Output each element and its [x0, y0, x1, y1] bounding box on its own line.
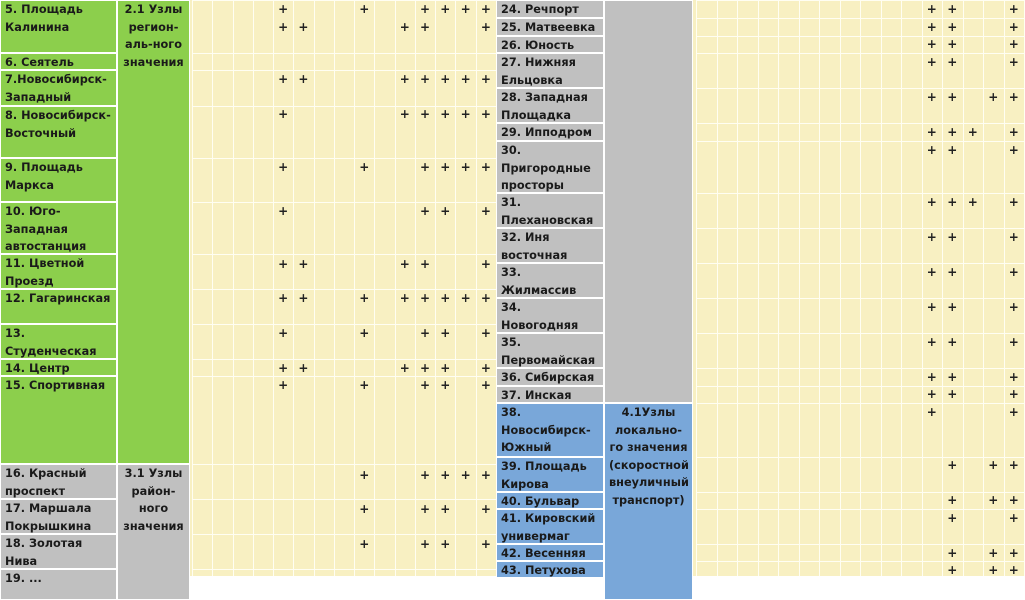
plus-mark: +	[1008, 546, 1019, 560]
plus-mark: +	[1008, 335, 1019, 349]
grid-row-line	[696, 88, 1024, 89]
station-label: 29. Ипподром	[496, 123, 604, 141]
plus-mark: +	[1008, 387, 1019, 401]
plus-mark: +	[926, 300, 937, 314]
grid-row-line	[696, 0, 1024, 1]
grid-row-line	[192, 569, 496, 570]
grid-column-line	[293, 0, 294, 576]
plus-mark: +	[399, 72, 410, 86]
plus-mark: +	[420, 72, 431, 86]
plus-mark: +	[947, 20, 958, 34]
grid-row-line	[192, 499, 496, 500]
plus-mark: +	[440, 160, 451, 174]
grid-row-line	[696, 193, 1024, 194]
plus-mark: +	[399, 20, 410, 34]
plus-mark: +	[480, 291, 491, 305]
grid-row-line	[696, 228, 1024, 229]
plus-mark: +	[1008, 265, 1019, 279]
grid-row-line	[696, 298, 1024, 299]
plus-mark: +	[1008, 405, 1019, 419]
plus-mark: +	[420, 160, 431, 174]
grid-row-line	[696, 333, 1024, 334]
plus-mark: +	[926, 125, 937, 139]
plus-mark: +	[399, 361, 410, 375]
grid-column-line	[717, 0, 718, 576]
plus-mark: +	[298, 361, 309, 375]
grid-row-line	[192, 158, 496, 159]
right-marks-grid	[693, 0, 1024, 576]
plus-mark: +	[480, 20, 491, 34]
plus-mark: +	[359, 2, 370, 16]
plus-mark: +	[947, 387, 958, 401]
plus-mark: +	[926, 37, 937, 51]
category-label: 2.1 Узлы регион-аль-ного значения	[117, 0, 190, 464]
plus-mark: +	[420, 107, 431, 121]
plus-mark: +	[440, 72, 451, 86]
plus-mark: +	[947, 195, 958, 209]
grid-row-line	[696, 141, 1024, 142]
grid-row-line	[696, 36, 1024, 37]
grid-row-line	[192, 359, 496, 360]
plus-mark: +	[480, 2, 491, 16]
plus-mark: +	[947, 265, 958, 279]
grid-column-line	[983, 0, 984, 576]
plus-mark: +	[1008, 2, 1019, 16]
grid-row-line	[696, 368, 1024, 369]
plus-mark: +	[926, 90, 937, 104]
station-label: 16. Красный проспект	[0, 464, 117, 499]
grid-column-line	[922, 0, 923, 576]
plus-mark: +	[480, 257, 491, 271]
plus-mark: +	[967, 125, 978, 139]
plus-mark: +	[1008, 300, 1019, 314]
station-label: 17. Маршала Покрышкина	[0, 499, 117, 534]
plus-mark: +	[1008, 370, 1019, 384]
plus-mark: +	[440, 107, 451, 121]
plus-mark: +	[967, 195, 978, 209]
plus-mark: +	[420, 468, 431, 482]
plus-mark: +	[480, 361, 491, 375]
station-label: 42. Весенняя	[496, 544, 604, 561]
plus-mark: +	[278, 378, 289, 392]
plus-mark: +	[1008, 563, 1019, 577]
plus-mark: +	[399, 107, 410, 121]
plus-mark: +	[399, 291, 410, 305]
station-label: 27. Нижняя Ельцовка	[496, 53, 604, 88]
plus-mark: +	[480, 107, 491, 121]
grid-column-line	[334, 0, 335, 576]
station-label: 19. ...	[0, 569, 117, 600]
grid-row-line	[192, 70, 496, 71]
station-label: 14. Центр	[0, 359, 117, 376]
grid-column-line	[455, 0, 456, 576]
plus-mark: +	[420, 502, 431, 516]
plus-mark: +	[926, 143, 937, 157]
plus-mark: +	[926, 335, 937, 349]
plus-mark: +	[278, 204, 289, 218]
grid-column-line	[314, 0, 315, 576]
plus-mark: +	[278, 20, 289, 34]
plus-mark: +	[1008, 195, 1019, 209]
grid-column-line	[273, 0, 274, 576]
plus-mark: +	[926, 195, 937, 209]
grid-column-line	[799, 0, 800, 576]
grid-row-line	[192, 534, 496, 535]
plus-mark: +	[1008, 511, 1019, 525]
grid-column-line	[840, 0, 841, 576]
plus-mark: +	[480, 378, 491, 392]
grid-row-line	[696, 263, 1024, 264]
category-label	[604, 0, 693, 403]
grid-column-line	[778, 0, 779, 576]
grid-column-line	[374, 0, 375, 576]
plus-mark: +	[278, 107, 289, 121]
grid-column-line	[963, 0, 964, 576]
plus-mark: +	[926, 265, 937, 279]
grid-column-line	[395, 0, 396, 576]
plus-mark: +	[278, 160, 289, 174]
plus-mark: +	[359, 160, 370, 174]
station-label: 30. Пригородные просторы	[496, 141, 604, 193]
plus-mark: +	[460, 160, 471, 174]
station-label: 38. Новосибирск-Южный	[496, 403, 604, 457]
plus-mark: +	[420, 204, 431, 218]
grid-row-line	[696, 457, 1024, 458]
plus-mark: +	[988, 563, 999, 577]
plus-mark: +	[947, 511, 958, 525]
plus-mark: +	[480, 537, 491, 551]
plus-mark: +	[460, 468, 471, 482]
left-marks-grid	[190, 0, 496, 576]
plus-mark: +	[947, 546, 958, 560]
plus-mark: +	[947, 2, 958, 16]
grid-row-line	[696, 386, 1024, 387]
plus-mark: +	[947, 90, 958, 104]
station-label: 36. Сибирская	[496, 368, 604, 386]
station-label: 8. Новосибирск-Восточный	[0, 106, 117, 158]
plus-mark: +	[420, 537, 431, 551]
station-label: 40. Бульвар	[496, 492, 604, 509]
plus-mark: +	[440, 537, 451, 551]
grid-column-line	[192, 0, 193, 576]
plus-mark: +	[460, 2, 471, 16]
plus-mark: +	[278, 72, 289, 86]
plus-mark: +	[926, 230, 937, 244]
plus-mark: +	[359, 537, 370, 551]
grid-row-line	[696, 403, 1024, 404]
grid-row-line	[696, 492, 1024, 493]
grid-row-line	[192, 53, 496, 54]
plus-mark: +	[278, 257, 289, 271]
plus-mark: +	[1008, 37, 1019, 51]
grid-row-line	[192, 202, 496, 203]
plus-mark: +	[947, 125, 958, 139]
grid-column-line	[942, 0, 943, 576]
grid-column-line	[233, 0, 234, 576]
plus-mark: +	[440, 378, 451, 392]
plus-mark: +	[440, 468, 451, 482]
grid-row-line	[192, 324, 496, 325]
plus-mark: +	[926, 370, 937, 384]
plus-mark: +	[420, 361, 431, 375]
plus-mark: +	[420, 257, 431, 271]
plus-mark: +	[420, 291, 431, 305]
plus-mark: +	[947, 563, 958, 577]
plus-mark: +	[359, 468, 370, 482]
station-label: 43. Петухова	[496, 561, 604, 578]
grid-row-line	[696, 561, 1024, 562]
plus-mark: +	[480, 72, 491, 86]
station-label: 33. Жилмассив	[496, 263, 604, 298]
grid-column-line	[415, 0, 416, 576]
plus-mark: +	[359, 291, 370, 305]
plus-mark: +	[1008, 493, 1019, 507]
plus-mark: +	[947, 37, 958, 51]
plus-mark: +	[298, 257, 309, 271]
plus-mark: +	[947, 493, 958, 507]
station-label: 24. Речпорт	[496, 0, 604, 18]
plus-mark: +	[460, 72, 471, 86]
plus-mark: +	[278, 2, 289, 16]
plus-mark: +	[359, 502, 370, 516]
plus-mark: +	[947, 143, 958, 157]
station-label: 34. Новогодняя	[496, 298, 604, 333]
station-label: 6. Сеятель	[0, 53, 117, 70]
plus-mark: +	[460, 107, 471, 121]
plus-mark: +	[1008, 125, 1019, 139]
grid-column-line	[758, 0, 759, 576]
plus-mark: +	[440, 2, 451, 16]
plus-mark: +	[480, 502, 491, 516]
grid-row-line	[192, 254, 496, 255]
plus-mark: +	[278, 326, 289, 340]
plus-mark: +	[1008, 143, 1019, 157]
station-label: 37. Инская	[496, 386, 604, 403]
grid-row-line	[696, 544, 1024, 545]
plus-mark: +	[298, 72, 309, 86]
plus-mark: +	[278, 361, 289, 375]
grid-row-line	[192, 464, 496, 465]
plus-mark: +	[420, 2, 431, 16]
plus-mark: +	[947, 55, 958, 69]
plus-mark: +	[359, 378, 370, 392]
grid-row-line	[192, 376, 496, 377]
plus-mark: +	[420, 20, 431, 34]
plus-mark: +	[420, 378, 431, 392]
station-label: 28. Западная Площадка	[496, 88, 604, 123]
station-label: 5. Площадь Калинина	[0, 0, 117, 53]
station-label: 31. Плехановская	[496, 193, 604, 228]
plus-mark: +	[278, 291, 289, 305]
plus-mark: +	[1008, 20, 1019, 34]
station-label: 35. Первомайская	[496, 333, 604, 368]
grid-row-line	[192, 0, 496, 1]
plus-mark: +	[440, 204, 451, 218]
plus-mark: +	[1008, 230, 1019, 244]
grid-column-line	[819, 0, 820, 576]
plus-mark: +	[988, 458, 999, 472]
category-label: 3.1 Узлы район-ного значения	[117, 464, 190, 600]
grid-row-line	[696, 509, 1024, 510]
grid-column-line	[476, 0, 477, 576]
plus-mark: +	[947, 458, 958, 472]
station-label: 13. Студенческая	[0, 324, 117, 359]
plus-mark: +	[440, 326, 451, 340]
grid-column-line	[212, 0, 213, 576]
plus-mark: +	[420, 326, 431, 340]
plus-mark: +	[298, 20, 309, 34]
station-label: 10. Юго-Западная автостанция	[0, 202, 117, 254]
plus-mark: +	[1008, 458, 1019, 472]
grid-column-line	[881, 0, 882, 576]
station-label: 11. Цветной Проезд	[0, 254, 117, 289]
plus-mark: +	[1008, 90, 1019, 104]
plus-mark: +	[298, 291, 309, 305]
plus-mark: +	[947, 300, 958, 314]
grid-column-line	[354, 0, 355, 576]
station-label: 12. Гагаринская	[0, 289, 117, 324]
station-label: 39. Площадь Кирова	[496, 457, 604, 492]
plus-mark: +	[480, 160, 491, 174]
plus-mark: +	[460, 291, 471, 305]
grid-row-line	[192, 106, 496, 107]
grid-row-line	[696, 18, 1024, 19]
grid-column-line	[435, 0, 436, 576]
plus-mark: +	[926, 405, 937, 419]
plus-mark: +	[359, 326, 370, 340]
plus-mark: +	[947, 335, 958, 349]
plus-mark: +	[988, 90, 999, 104]
plus-mark: +	[947, 230, 958, 244]
plus-mark: +	[926, 20, 937, 34]
grid-column-line	[1004, 0, 1005, 576]
plus-mark: +	[926, 55, 937, 69]
plus-mark: +	[926, 2, 937, 16]
plus-mark: +	[480, 326, 491, 340]
station-label: 18. Золотая Нива	[0, 534, 117, 569]
grid-row-line	[696, 53, 1024, 54]
station-label: 9. Площадь Маркса	[0, 158, 117, 202]
plus-mark: +	[947, 370, 958, 384]
plus-mark: +	[1008, 55, 1019, 69]
grid-column-line	[253, 0, 254, 576]
grid-column-line	[696, 0, 697, 576]
plus-mark: +	[480, 468, 491, 482]
grid-row-line	[192, 289, 496, 290]
plus-mark: +	[440, 291, 451, 305]
plus-mark: +	[480, 204, 491, 218]
plus-mark: +	[926, 387, 937, 401]
plus-mark: +	[399, 257, 410, 271]
grid-column-line	[901, 0, 902, 576]
station-label: 15. Спортивная	[0, 376, 117, 464]
grid-row-line	[696, 123, 1024, 124]
station-label: 41. Кировский универмаг	[496, 509, 604, 544]
grid-column-line	[860, 0, 861, 576]
plus-mark: +	[440, 361, 451, 375]
plus-mark: +	[440, 502, 451, 516]
plus-mark: +	[988, 546, 999, 560]
grid-column-line	[737, 0, 738, 576]
station-label: 32. Иня восточная	[496, 228, 604, 263]
plus-mark: +	[988, 493, 999, 507]
category-label: 4.1Узлы локально-го значения (скоростной внеуличный транспорт)	[604, 403, 693, 600]
station-label: 7.Новосибирск-Западный	[0, 70, 117, 106]
station-label: 26. Юность	[496, 36, 604, 53]
station-label: 25. Матвеевка	[496, 18, 604, 36]
